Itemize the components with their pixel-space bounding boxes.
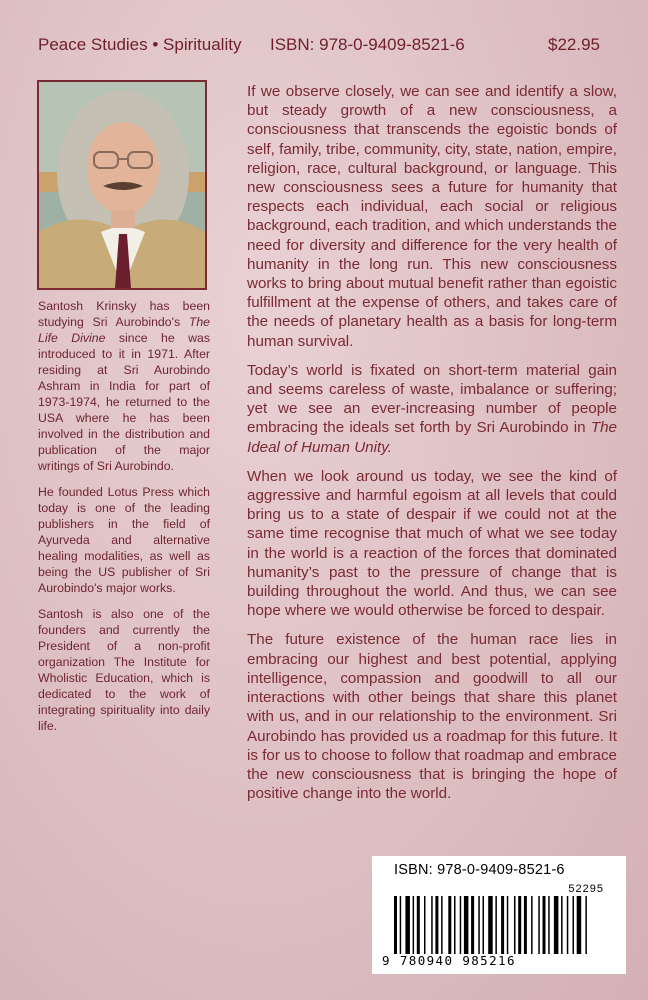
book-title: The Life Divine: [38, 315, 211, 345]
book-description: [247, 82, 617, 813]
bio-paragraph: He founded Lotus Press which today is one of the leading publishers in the field of Ayurveda and alternative healing modalities, as well as being the US publisher of Sri Aurobindo's major works.: [38, 485, 210, 595]
barcode-digits: 9 780940 985216: [382, 953, 516, 968]
bio-paragraph: Santosh Krinsky has been studying Sri Aurobindo's The Life Divine since he was introduced to it in 1971. After residing at Sri Aurobindo Ashram in India for part of 1973-1974, he returned to the USA where he has been involved in the distribution and publication of the major writings of Sri Aurobindo.: [38, 299, 211, 473]
description-paragraph: When we look around us today, we see the kind of aggressive and harmful egoism at all levels that could bring us to a state of despair if we could not at the same time recognise that much of what we see today in the world is a reaction of the forces that dominated humanity’s past to the pressure of change that is building throughout the world. And thus, we can see hope where we would otherwise be forced to despair.: [247, 467, 617, 620]
author-portrait-illustration: [39, 82, 205, 288]
description-paragraph: Today’s world is fixated on short-term material gain and seems careless of waste, imbalance or suffering; yet we see an ever-increasing number of people embracing the ideals set forth by Sri Aurobindo in The Ideal of Human Unity.: [247, 361, 617, 456]
category-label: Peace Studies • Spirituality: [38, 35, 242, 54]
isbn-label: ISBN: 978-0-9409-8521-6: [270, 35, 465, 54]
barcode-price-code: 52295: [568, 883, 604, 895]
book-title: The Ideal of Human Unity.: [247, 419, 617, 456]
description-paragraph: The future existence of the human race lies in embracing our highest and best potential, applying intelligence, compassion and goodwill to all our interactions with other beings that share this planet with us, and in our relationship to the environment. Sri Aurobindo has provided us a roadmap for this future. It is for us to choose to follow that roadmap and embrace the new consciousness that is bringing the hope of positive change into the world.: [247, 631, 617, 803]
cover-header: [38, 35, 610, 59]
barcode-isbn-label: ISBN: 978-0-9409-8521-6: [394, 862, 565, 878]
bio-paragraph: Santosh is also one of the founders and currently the President of a non-profit organization The Institute for Wholistic Education, which is dedicated to the work of integrating spirituality into daily life.: [38, 607, 210, 733]
author-bio: [38, 298, 210, 744]
barcode-bars: [394, 896, 604, 954]
author-photo: [37, 80, 207, 290]
price-label: $22.95: [548, 35, 600, 54]
isbn-barcode: [372, 856, 626, 974]
description-paragraph: If we observe closely, we can see and identify a slow, but steady growth of a new consciousness, a consciousness that transcends the egoistic bonds of self, family, tribe, community, city, state, nation, empire, religion, race, cultural background, or language. This new consciousness sees a future for humanity that respects each individual, each social or religious background, each tradition, and which understands the need for diversity and difference for the very health of humanity in the long run. This new consciousness works to bring about mutual benefit rather than egoistic fulfillment at the expense of others, and takes care of the needs of planetary health as a basis for long-term human survival.: [247, 83, 617, 350]
